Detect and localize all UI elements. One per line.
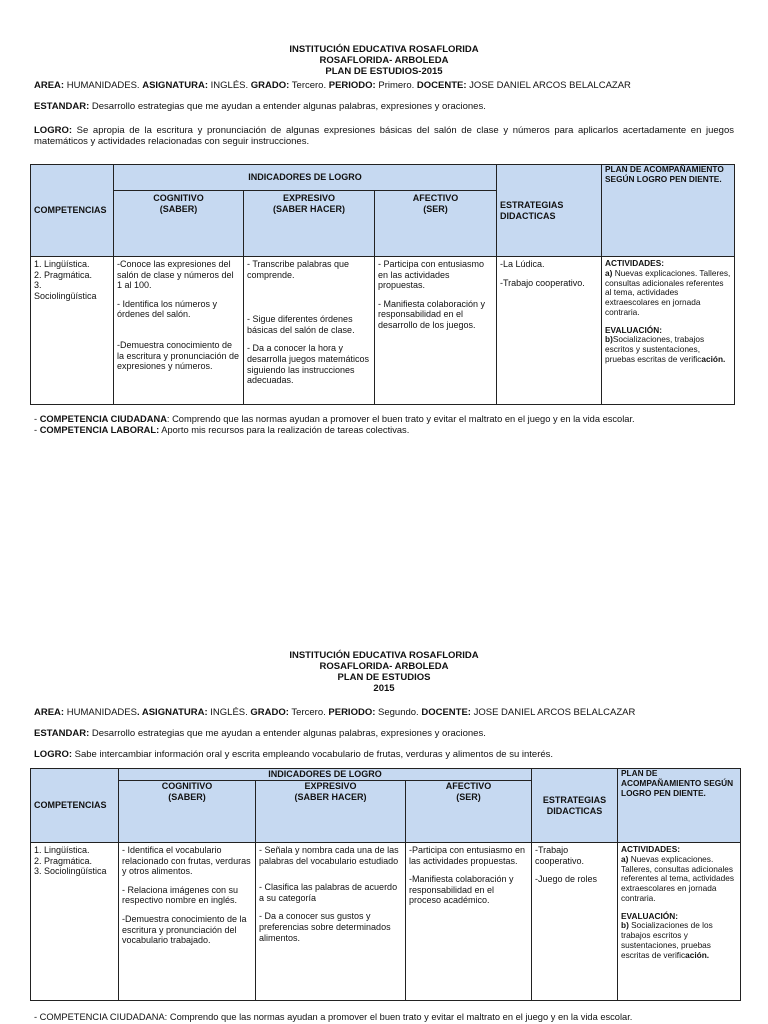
cell-afectivo: - Participa con entusiasmo en las actividades propuestas. - Manifiesta colaboración y responsabilidad en el desarrollo de los juegos. <box>375 257 497 405</box>
cell-afectivo: -Participa con entusiasmo en las actividades propuestas. -Manifiesta colaboración y responsabilidad en el proceso académico. <box>406 843 532 1001</box>
cell-plan: ACTIVIDADES: a) Nuevas explicaciones. Talleres, consultas adicionales referentes al tema, actividades extraescolares en jornada contraria. EVALUACIÓN: b) Socializaciones de los trabajos escritos y sustentaciones, pruebas escritas de verificación. <box>618 843 741 1001</box>
header-plan: PLAN DE ACOMPAÑAMIENTO SEGÚN LOGRO PEN DIENTE. <box>618 769 741 843</box>
cell-expresivo: - Señala y nombra cada una de las palabras del vocabulario estudiado - Clasifica las palabras de acuerdo a su categoría - Da a conocer sus gustos y preferencias sobre determinados alimentos. <box>256 843 406 1001</box>
cell-cognitivo: -Conoce las expresiones del salón de clase y números del 1 al 100. - Identifica los números y órdenes del salón. -Demuestra conocimiento de la escritura y pronunciación de expresiones y números. <box>114 257 244 405</box>
header-expresivo: EXPRESIVO (SABER HACER) <box>244 191 375 257</box>
cell-estrategias: -La Lúdica. -Trabajo cooperativo. <box>497 257 602 405</box>
estandar-line: ESTANDAR: Desarrollo estrategias que me ayudan a entender algunas palabras, expresiones y oraciones. <box>34 728 486 740</box>
header-competencias: COMPETENCIAS <box>31 769 119 843</box>
header-cognitivo: COGNITIVO (SABER) <box>114 191 244 257</box>
cell-competencias: 1. Lingüística. 2. Pragmática. 3. Sociolingüística <box>31 257 114 405</box>
plan-year: 2015 <box>373 682 395 694</box>
location-title: ROSAFLORIDA- ARBOLEDA <box>319 660 449 672</box>
plan-meta: AREA: HUMANIDADES. ASIGNATURA: INGLÉS. GRADO: Tercero. PERIODO: Segundo. DOCENTE: JOSE DANIEL ARCOS BELALCAZAR <box>34 706 636 718</box>
plan-table-2 <box>30 768 741 1001</box>
logro-line: LOGRO: Se apropia de la escritura y pronunciación de algunas expresiones básicas del salón de clase y números para aplicarlos acertadamente en juegos matemáticos y actividades relacionadas con seguir instrucciones. <box>34 124 734 147</box>
competencias-footer-2 <box>34 1012 754 1023</box>
institution-title: INSTITUCIÓN EDUCATIVA ROSAFLORIDA <box>289 650 479 661</box>
plan-meta: AREA: HUMANIDADES. ASIGNATURA: INGLÉS. GRADO: Tercero. PERIODO: Primero. DOCENTE: JOSE DANIEL ARCOS BELALCAZAR <box>34 79 631 91</box>
header-indicadores: INDICADORES DE LOGRO <box>119 769 532 781</box>
header-cognitivo: COGNITIVO (SABER) <box>119 781 256 843</box>
header-competencias: COMPETENCIAS <box>31 165 114 257</box>
plan-header-2 <box>34 651 734 761</box>
institution-title: INSTITUCIÓN EDUCATIVA ROSAFLORIDA <box>289 44 479 55</box>
header-afectivo: AFECTIVO (SER) <box>375 191 497 257</box>
competencia-ciudadana: - COMPETENCIA CIUDADANA: Comprendo que las normas ayudan a promover el buen trato y evitar el maltrato en el juego y en la vida escolar. <box>34 414 635 424</box>
header-estrategias: ESTRATEGIAS DIDACTICAS <box>532 769 618 843</box>
header-indicadores: INDICADORES DE LOGRO <box>114 165 497 191</box>
location-title: ROSAFLORIDA- ARBOLEDA <box>319 54 449 66</box>
header-plan: PLAN DE ACOMPAÑAMIENTO SEGÚN LOGRO PEN DIENTE. <box>602 165 735 257</box>
competencia-ciudadana: - COMPETENCIA CIUDADANA: Comprendo que las normas ayudan a promover el buen trato y evitar el maltrato en el juego y en la vida escolar. <box>34 1012 633 1022</box>
cell-estrategias: -Trabajo cooperativo. -Juego de roles <box>532 843 618 1001</box>
logro-line: LOGRO: Sabe intercambiar información oral y escrita empleando vocabulario de frutas, verduras y alimentos de su interés. <box>34 749 554 761</box>
plan-header-1 <box>34 45 734 147</box>
competencia-laboral: - COMPETENCIA LABORAL: Aporto mis recursos para la realización de tareas colectivas. <box>34 425 410 436</box>
competencias-footer-1 <box>34 414 754 436</box>
plan-title: PLAN DE ESTUDIOS <box>337 671 431 683</box>
header-afectivo: AFECTIVO (SER) <box>406 781 532 843</box>
cell-competencias: 1. Lingüística. 2. Pragmática. 3. Sociolingüística <box>31 843 119 1001</box>
header-estrategias: ESTRATEGIAS DIDACTICAS <box>497 165 602 257</box>
cell-expresivo: - Transcribe palabras que comprende. - Sigue diferentes órdenes básicas del salón de clase. - Da a conocer la hora y desarrolla juegos matemáticos siguiendo las instrucciones adecuadas. <box>244 257 375 405</box>
plan-title: PLAN DE ESTUDIOS-2015 <box>325 65 443 77</box>
cell-plan: ACTIVIDADES: a) Nuevas explicaciones. Talleres, consultas adicionales referentes al tema, actividades extraescolares en jornada contraria. EVALUACIÓN: b)Socializaciones, trabajos escritos y sustentaciones, pruebas escritas de verificación. <box>602 257 735 405</box>
plan-table-1 <box>30 164 735 405</box>
estandar-line: ESTANDAR: Desarrollo estrategias que me ayudan a entender algunas palabras, expresiones y oraciones. <box>34 101 486 113</box>
header-expresivo: EXPRESIVO (SABER HACER) <box>256 781 406 843</box>
cell-cognitivo: - Identifica el vocabulario relacionado con frutas, verduras y otros alimentos. - Relaciona imágenes con su respectivo nombre en inglés. -Demuestra conocimiento de la escritura y pronunciación del vocabulario trabajado. <box>119 843 256 1001</box>
